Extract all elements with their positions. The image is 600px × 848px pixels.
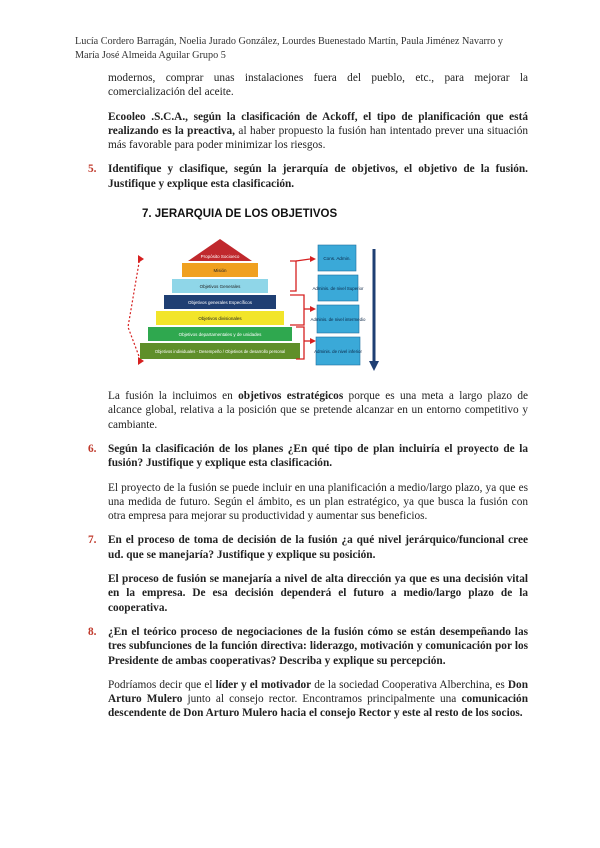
pyramid-level-6-label: Objetivos departamentales y de unidades: [178, 332, 262, 338]
leadership-b3: comunicación descendente de Don Arturo Mulero hacia el consejo Rector y este al resto de los socios.: [108, 693, 528, 720]
question-7: [88, 533, 528, 562]
objectives-hierarchy-figure: [124, 201, 384, 377]
paragraph-decision: El proceso de fusión se manejaría a nivel de alta dirección ya que es una decisión vital en la empresa. De esa decisión dependerá el futuro a medio/largo plazo de la cooperativa.: [108, 573, 528, 614]
question-6-number: 6.: [88, 442, 97, 455]
question-8: [88, 625, 528, 668]
right-arrow-3: [310, 338, 316, 344]
pyramid-level-3-label: Objetivos Generales: [199, 284, 241, 290]
pyramid-level-1-label: Propósito Socioeco: [200, 254, 240, 260]
right-bracket-1: [290, 261, 296, 291]
admin-box-3-label: Adminis. de nivel intermedio: [310, 317, 366, 323]
ackoff-bold: Ecooleo .S.C.A., según la clasificación de Ackoff, el tipo de planificación que está realizando es la preactiva,: [108, 110, 528, 137]
question-7-text: En el proceso de toma de decisión de la fusión ¿a qué nivel jerárquico/funcional cree ud. que se manejaría? Justifique y explique su posición.: [108, 534, 528, 561]
pyramid-level-5-label: Objetivos divisionales: [198, 316, 242, 322]
leadership-c: de la sociedad Cooperativa Alberchina, es: [311, 678, 508, 691]
leadership-b2: Don Arturo Mulero: [108, 678, 528, 706]
pyramid-level-2-label: Misión: [213, 268, 227, 274]
question-5: [88, 162, 528, 191]
figure-title: 7. JERARQUIA DE LOS OBJETIVOS: [142, 208, 338, 221]
right-bracket-1-line: [296, 259, 310, 261]
paragraph-1: modernos, comprar unas instalaciones fuera del pueblo, etc., para mejorar la comercialización del aceite.: [108, 72, 528, 99]
pyramid-level-4-label: Objetivos generales Específicos: [187, 300, 253, 306]
downward-arrow-head: [369, 361, 379, 371]
left-bracket: [128, 257, 140, 359]
right-arrow-1: [310, 256, 316, 262]
pyramid-level-7-label: Objetivos individuales - Desempeño / Objetivos de desarrollo personal: [154, 349, 286, 355]
question-8-text: ¿En el teórico proceso de negociaciones de la fusión cómo se están desempeñando las tres subfunciones de la función directiva: liderazgo, motivación y comunicación por los Presidente de ambas cooperativas? Describa y explique su percepción.: [108, 625, 528, 667]
strategic-bold: objetivos estratégicos: [238, 390, 344, 403]
question-6-text: Según la clasificación de los planes ¿En qué tipo de plan incluiría el proyecto de la fusión? Justifique y explique esta clasificación.: [108, 442, 528, 470]
admin-box-4-label: Adminis. de nivel inferior: [314, 349, 362, 355]
page-header: Lucía Cordero Barragán, Noelia Jurado González, Lourdes Buenestado Martín, Paula Jiménez Navarro y María José Almeida Aguilar Grupo 5: [75, 36, 504, 61]
right-arrow-2: [310, 306, 316, 312]
admin-box-1-label: Cons. Admin.: [323, 256, 351, 262]
leadership-a: Podríamos decir que el: [108, 678, 216, 691]
strategic-a: La fusión la incluimos en: [108, 390, 239, 403]
document-body: [88, 71, 528, 731]
right-bracket-2: [290, 295, 304, 325]
leadership-b1: líder y el motivador: [215, 678, 312, 691]
paragraph-leadership: [108, 678, 528, 721]
strategic-b: porque es una meta a largo plazo de alcance global, relativa a la posición que se pretende alcanzar en un entorno competitivo y cambiante.: [108, 390, 528, 431]
question-7-number: 7.: [88, 534, 97, 547]
paragraph-ackoff: [108, 110, 528, 153]
leadership-d: junto al consejo rector. Encontramos principalmente una: [182, 693, 462, 706]
admin-box-2-label: Adminis. de nivel Superior: [312, 286, 364, 292]
question-5-text: Identifique y clasifique, según la jerarquía de objetivos, el objetivo de la fusión. Justifique y explique esta clasificación.: [108, 163, 528, 190]
left-arrow-top: [138, 255, 144, 263]
question-6: [88, 442, 528, 471]
pyramid-diagram: [124, 201, 384, 377]
paragraph-strategic: [108, 389, 528, 432]
question-8-number: 8.: [88, 625, 97, 638]
question-5-number: 5.: [88, 163, 97, 176]
ackoff-rest: al haber propuesto la fusión han intentado prever una situación más favorable para poder minimizar los riesgos.: [108, 124, 528, 152]
paragraph-plan: El proyecto de la fusión se puede incluir en una planificación a medio/largo plazo, ya que es una medida de futuro. Según el ámbito, es un plan estratégico, ya que busca la fusión con otra empresa para mejorar su productividad y aumentar sus beneficios.: [108, 481, 528, 523]
